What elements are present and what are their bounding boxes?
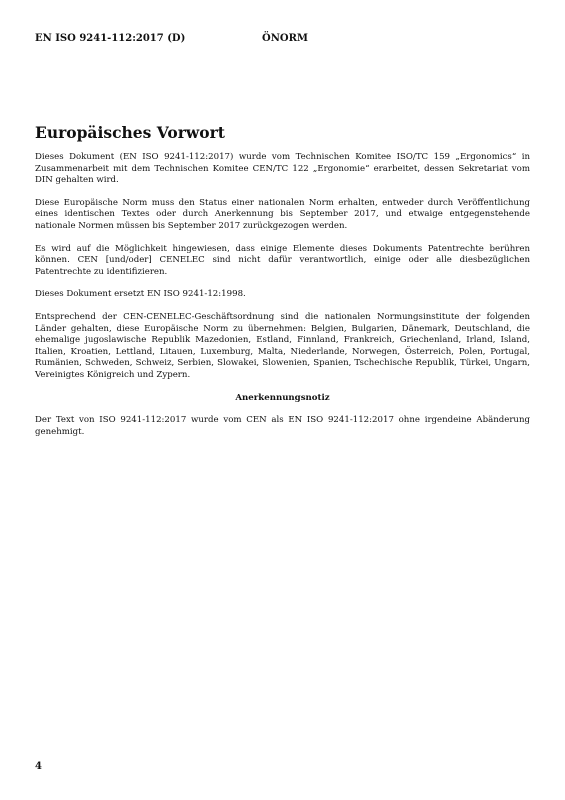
paragraph-2: Diese Europäische Norm muss den Status einer nationalen Norm erhalten, entweder durch Veröffentlichung eines identischen Textes oder durch Anerkennung bis September 2017, und etwaige entgegenstehende nationale Normen müssen bis September 2017 zurückgezogen werden. [35,197,530,231]
document-body [35,152,530,449]
endorsement-text: Der Text von ISO 9241-112:2017 wurde vom CEN als EN ISO 9241-112:2017 ohne irgendeine Abänderung genehmigt. [35,415,530,437]
page-number: 4 [35,761,42,772]
paragraph-3: Es wird auf die Möglichkeit hingewiesen, dass einige Elemente dieses Dokuments Patentrechte berühren können. CEN [und/oder] CENELEC sind nicht dafür verantwortlich, einige oder alle diesbezüglichen Patentrechte zu identifizieren. [35,243,530,277]
publisher-mark: ÖNORM [262,33,308,44]
paragraph-1: Dieses Dokument (EN ISO 9241-112:2017) wurde vom Technischen Komitee ISO/TC 159 „Ergonomics“ in Zusammenarbeit mit dem Technischen Komitee CEN/TC 122 „Ergonomie“ erarbeitet, dessen Sekretariat vom DIN gehalten wird. [35,152,530,186]
paragraph-5: Entsprechend der CEN-CENELEC-Geschäftsordnung sind die nationalen Normungsinstitute der folgenden Länder gehalten, diese Europäische Norm zu übernehmen: Belgien, Bulgarien, Dänemark, Deutschland, die ehemalige jugoslawische Republik Mazedonien, Estland, Finnland, Frankreich, Griechenland, Irland, Island, Italien, Kroatien, Lettland, Litauen, Luxemburg, Malta, Niederlande, Norwegen, Österreich, Polen, Portugal, Rumänien, Schweden, Schweiz, Serbien, Slowakei, Slowenien, Spanien, Tschechische Republik, Türkei, Ungarn, Vereinigtes Königreich und Zypern. [35,311,530,380]
endorsement-heading: Anerkennungsnotiz [235,392,330,403]
page-title: Europäisches Vorwort [35,123,225,142]
document-id: EN ISO 9241-112:2017 (D) [35,33,186,44]
paragraph-4: Dieses Dokument ersetzt EN ISO 9241-12:1998. [35,289,246,300]
